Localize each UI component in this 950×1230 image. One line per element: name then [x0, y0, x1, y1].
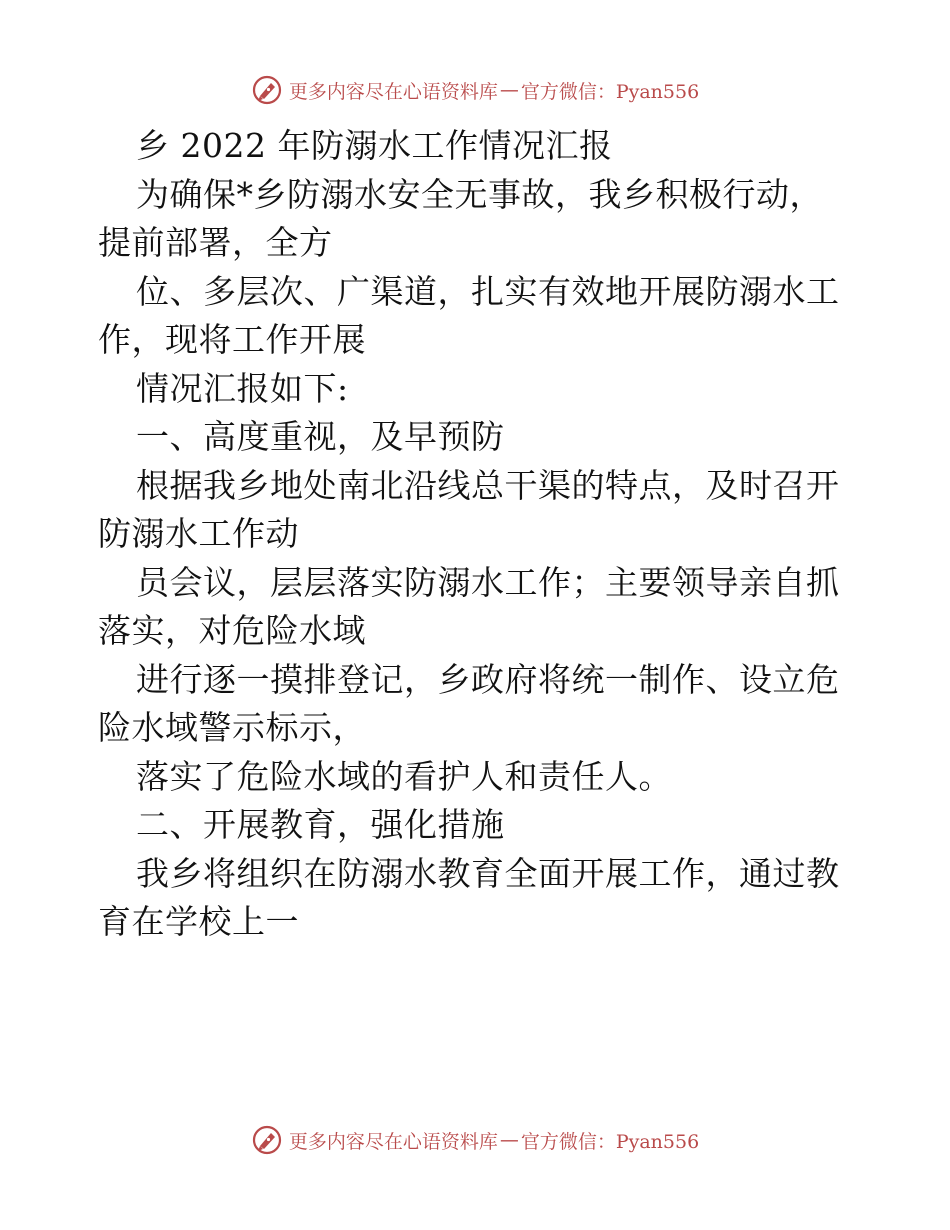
document-line: 一、高度重视，及早预防	[136, 417, 505, 456]
document-line: 险水域警示标示，	[98, 708, 366, 747]
document-line: 落实了危险水域的看护人和责任人。	[136, 756, 672, 796]
watermark-contact: 官方微信：Pyan556	[520, 1130, 700, 1153]
watermark-text: 更多内容尽在心语资料库	[288, 80, 498, 103]
document-line: 育在学校上一	[98, 902, 299, 941]
pen-nib-logo-icon	[251, 74, 283, 106]
document-line: 二、开展教育，强化措施	[136, 805, 505, 844]
pen-nib-logo-icon	[251, 1124, 283, 1156]
document-line: 员会议，层层落实防溺水工作；主要领导亲自抓	[136, 562, 840, 602]
watermark-contact: 官方微信：Pyan556	[520, 80, 700, 103]
document-line: 落实，对危险水域	[98, 611, 366, 650]
document-line: 提前部署，全方	[98, 223, 333, 262]
watermark-text: 更多内容尽在心语资料库	[288, 1130, 498, 1153]
document-line: 为确保*乡防溺水安全无事故，我乡积极行动，	[136, 174, 823, 214]
document-line: 作，现将工作开展	[98, 320, 366, 359]
watermark-separator: —	[499, 1129, 519, 1151]
document-line: 防溺水工作动	[98, 514, 299, 553]
document-line: 根据我乡地处南北沿线总干渠的特点，及时召开	[136, 465, 840, 505]
document-line: 进行逐一摸排登记，乡政府将统一制作、设立危	[136, 659, 840, 699]
document-line: 位、多层次、广渠道，扎实有效地开展防溺水工	[136, 271, 840, 311]
document-line: 乡 2022 年防溺水工作情况汇报	[136, 126, 613, 165]
watermark-separator: —	[499, 79, 519, 101]
document-line: 情况汇报如下:	[136, 368, 349, 408]
document-line: 我乡将组织在防溺水教育全面开展工作，通过教	[136, 853, 840, 893]
header-watermark	[0, 70, 950, 110]
document-body	[98, 122, 858, 947]
footer-watermark	[0, 1120, 950, 1160]
